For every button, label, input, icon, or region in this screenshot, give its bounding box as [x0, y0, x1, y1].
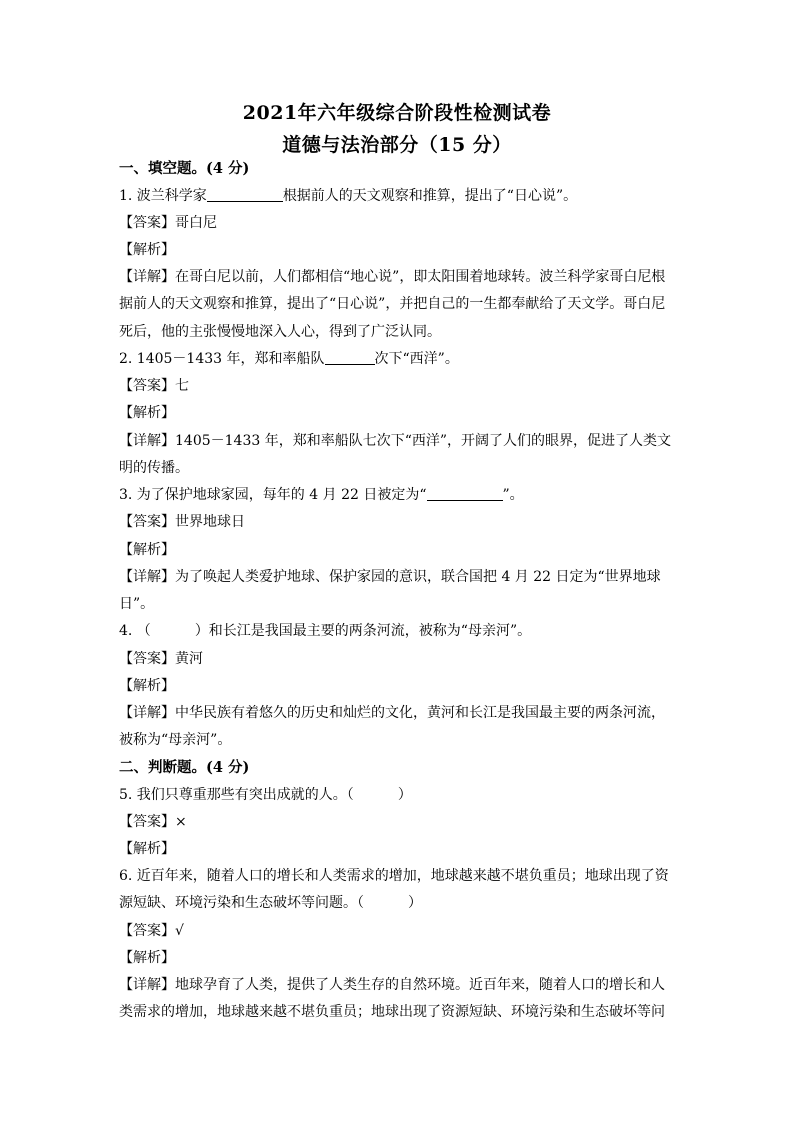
detail-tag: 【详解】: [119, 977, 175, 993]
analysis-tag: 【解析】: [119, 841, 175, 857]
detail-text: 中华民族有着悠久的历史和灿烂的文化，黄河和长江是我国最主要的两条河流，: [175, 705, 665, 721]
answer-tag: 【答案】: [119, 923, 175, 939]
question-6-continued: [119, 893, 679, 913]
answer-tag: 【答案】: [119, 651, 175, 667]
analysis-tag: 【解析】: [119, 405, 175, 421]
question-text: 5. 我们只尊重那些有突出成就的人。（: [119, 787, 354, 803]
detail-line: [119, 431, 679, 451]
page-subtitle: 道德与法治部分（15 分）: [282, 134, 512, 156]
detail-text: 明的传播。: [119, 460, 189, 476]
answer-blank: [207, 187, 283, 202]
question-1: [119, 186, 679, 206]
answer-line: [119, 812, 679, 832]
answer-tag: 【答案】: [119, 814, 175, 830]
question-text: 3. 为了保护地球家园，每年的 4 月 22 日被定为“: [119, 487, 427, 503]
analysis-tag: 【解析】: [119, 542, 175, 558]
detail-text: 地球孕育了人类，提供了人类生存的自然环境。近百年来，随着人口的增长和人: [175, 977, 665, 993]
detail-line: [119, 975, 679, 995]
answer-text: 七: [175, 378, 189, 394]
question-6: 6. 近百年来，随着人口的增长和人类需求的增加，地球越来越不堪负重员；地球出现了资: [119, 868, 669, 884]
detail-tag: 【详解】: [119, 569, 175, 585]
detail-text: 为了唤起人类爱护地球、保护家园的意识，联合国把 4 月 22 日定为“世界地球: [175, 569, 661, 585]
question-text: 4. （: [119, 623, 151, 639]
detail-text: 被称为“母亲河”。: [119, 732, 232, 748]
page-title: 2021年六年级综合阶段性检测试卷: [242, 102, 552, 124]
detail-text: 在哥白尼以前，人们都相信“地心说”，即太阳围着地球转。波兰科学家哥白尼根: [175, 269, 666, 285]
section-heading-true-false: 二、判断题。(4 分): [119, 759, 250, 776]
analysis-tag: 【解析】: [119, 950, 175, 966]
detail-text: 据前人的天文观察和推算，提出了“日心说”，并把自己的一生都奉献给了天文学。哥白尼: [119, 296, 666, 312]
question-5: [119, 785, 679, 805]
detail-text: 1405－1433 年，郑和率船队七次下“西洋”，开阔了人们的眼界，促进了人类文: [175, 433, 672, 449]
question-text: ）和长江是我国最主要的两条河流，被称为“母亲河”。: [194, 623, 532, 639]
answer-line: [119, 649, 679, 669]
detail-line: [119, 267, 679, 287]
question-text: 2. 1405－1433 年，郑和率船队: [119, 351, 325, 367]
answer-text: 世界地球日: [175, 514, 245, 530]
detail-tag: 【详解】: [119, 269, 175, 285]
question-4: [119, 621, 679, 641]
question-text: ）: [397, 787, 412, 803]
question-2: [119, 349, 679, 369]
section-heading-fill-blank: 一、填空题。(4 分): [119, 160, 250, 177]
detail-tag: 【详解】: [119, 705, 175, 721]
answer-line: [119, 921, 679, 941]
answer-text: √: [175, 923, 184, 939]
answer-text: 黄河: [175, 651, 203, 667]
detail-text: 类需求的增加，地球越来越不堪负重员；地球出现了资源短缺、环境污染和生态破坏等问: [119, 1004, 665, 1020]
answer-line: [119, 213, 679, 233]
question-text: ”。: [502, 487, 524, 503]
analysis-tag: 【解析】: [119, 678, 175, 694]
question-3: [119, 485, 679, 505]
answer-tag: 【答案】: [119, 514, 175, 530]
question-text: 次下“西洋”。: [374, 351, 459, 367]
answer-line: [119, 376, 679, 396]
answer-text: 哥白尼: [175, 215, 217, 231]
detail-line: [119, 703, 679, 723]
question-text: 1. 波兰科学家: [119, 188, 207, 204]
answer-blank: [427, 486, 503, 501]
detail-text: 死后，他的主张慢慢地深入人心，得到了广泛认同。: [119, 324, 441, 340]
detail-line: [119, 567, 679, 587]
question-text: 根据前人的天文观察和推算，提出了“日心说”。: [282, 188, 578, 204]
answer-blank: [325, 350, 375, 365]
answer-tag: 【答案】: [119, 215, 175, 231]
answer-line: [119, 512, 679, 532]
question-text: ）: [408, 895, 422, 911]
detail-text: 日”。: [119, 596, 155, 612]
answer-text: ×: [175, 814, 187, 830]
answer-tag: 【答案】: [119, 378, 175, 394]
question-text: 源短缺、环境污染和生态破坏等问题。（: [119, 895, 364, 911]
analysis-tag: 【解析】: [119, 242, 175, 258]
detail-tag: 【详解】: [119, 433, 175, 449]
